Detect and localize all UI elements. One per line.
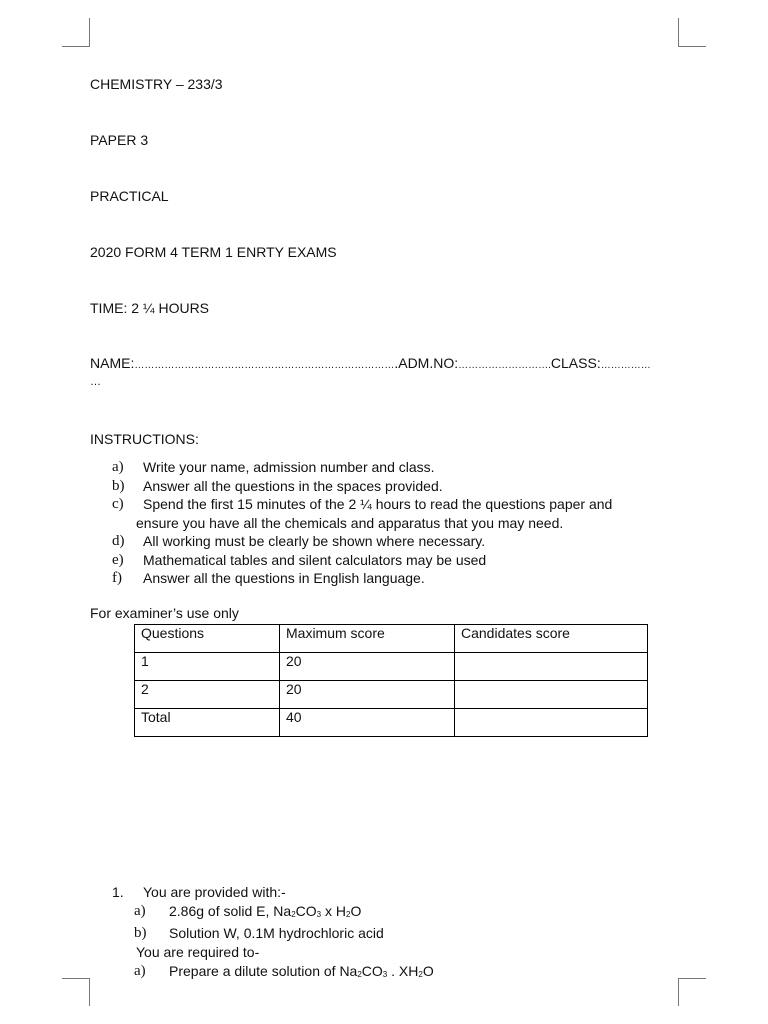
examiner-use-title: For examiner’s use only xyxy=(90,605,239,621)
instruction-item: c) Spend the first 15 minutes of the 2 ¼ hours to read the questions paper and ensure you have all the chemicals and apparatus that you may need. xyxy=(112,496,613,531)
table-header-row xyxy=(135,625,648,653)
instruction-item: d) All working must be clearly be shown where necessary. xyxy=(112,533,486,549)
question-1-task-a: a) Prepare a dilute solution of $Na_2CO_3$ . $XH_2O$ xyxy=(134,963,434,979)
table-cell: 40 xyxy=(280,709,455,737)
class-field-continuation: … xyxy=(90,376,101,388)
candidate-score-cell[interactable] xyxy=(455,709,648,737)
class-field[interactable]: …………… xyxy=(600,360,651,371)
crop-mark-bottom-left-v xyxy=(89,978,90,1006)
crop-mark-bottom-right-v xyxy=(678,978,679,1006)
name-field[interactable]: …………………………………………………………………… xyxy=(134,360,395,371)
table-header-cell: Candidates score xyxy=(455,625,648,653)
table-row xyxy=(135,709,648,737)
crop-mark-bottom-right-h xyxy=(678,978,706,979)
table-header-cell: Questions xyxy=(135,625,280,653)
subject-heading: CHEMISTRY – 233/3 xyxy=(90,76,223,92)
crop-mark-top-right-h xyxy=(678,46,706,47)
candidate-score-cell[interactable] xyxy=(455,653,648,681)
question-1-item-b: b) Solution W, 0.1M hydrochloric acid xyxy=(134,925,384,941)
paper-heading: PAPER 3 xyxy=(90,132,149,148)
exam-heading: 2020 FORM 4 TERM 1 ENRTY EXAMS xyxy=(90,244,337,260)
adm-field[interactable]: ………………………. xyxy=(458,360,551,371)
adm-label: .ADM.NO: xyxy=(394,355,459,371)
question-1-required: You are required to- xyxy=(136,944,260,960)
question-1-intro: 1. You are provided with:- xyxy=(112,884,286,900)
candidate-details-line xyxy=(90,355,680,371)
type-heading: PRACTICAL xyxy=(90,188,169,204)
instruction-item: f) Answer all the questions in English language. xyxy=(112,570,425,586)
candidate-score-cell[interactable] xyxy=(455,681,648,709)
class-label: CLASS: xyxy=(550,355,601,371)
instructions-list xyxy=(112,458,672,588)
table-cell: Total xyxy=(135,709,280,737)
table-cell: 2 xyxy=(135,681,280,709)
instruction-item: e) Mathematical tables and silent calculators may be used xyxy=(112,551,487,568)
instruction-item: b) Answer all the questions in the spaces provided. xyxy=(112,477,443,494)
name-label: NAME: xyxy=(90,355,135,371)
examiner-score-table xyxy=(134,624,648,737)
table-cell: 20 xyxy=(280,681,455,709)
crop-mark-top-right-v xyxy=(678,18,679,46)
table-header-cell: Maximum score xyxy=(280,625,455,653)
crop-mark-top-left-h xyxy=(62,46,90,47)
question-1-item-a: a) 2.86g of solid E, $Na_2CO_3$ x $H_2O$ xyxy=(134,903,362,919)
time-heading: TIME: 2 ¼ HOURS xyxy=(90,300,210,316)
crop-mark-top-left-v xyxy=(89,18,90,46)
instruction-item: a) Write your name, admission number and class. xyxy=(112,459,435,475)
instructions-title: INSTRUCTIONS: xyxy=(90,431,199,447)
table-row xyxy=(135,653,648,681)
table-cell: 1 xyxy=(135,653,280,681)
question-1 xyxy=(112,883,672,984)
table-cell: 20 xyxy=(280,653,455,681)
crop-mark-bottom-left-h xyxy=(62,978,90,979)
table-row xyxy=(135,681,648,709)
